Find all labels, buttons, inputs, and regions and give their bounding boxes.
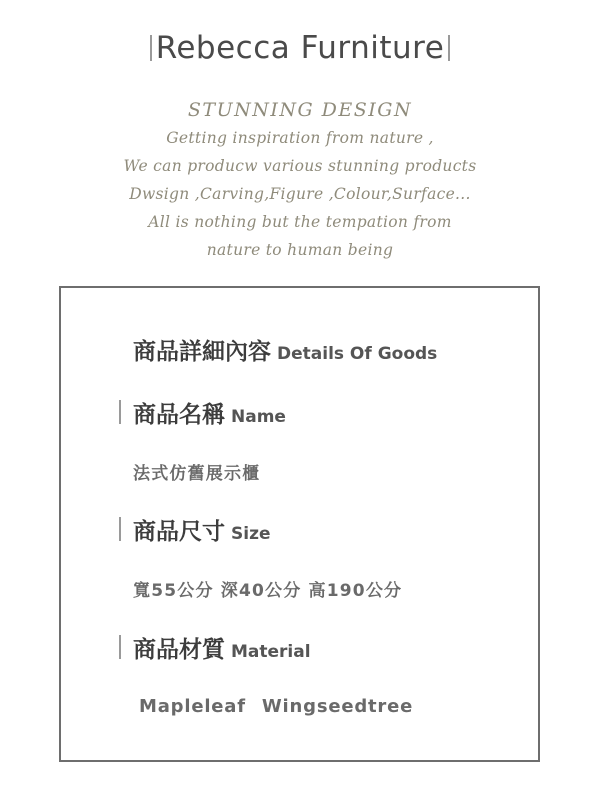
tagline-heading: STUNNING DESIGN xyxy=(187,99,413,121)
brand-right-bar xyxy=(448,35,450,61)
details-box xyxy=(59,286,540,762)
size-section-bar xyxy=(119,517,121,541)
tagline-line: nature to human being xyxy=(206,241,394,259)
brand-left-bar xyxy=(150,35,152,61)
material-heading xyxy=(133,631,600,664)
details-title-en: Details Of Goods xyxy=(277,344,438,364)
brand-title xyxy=(0,30,600,66)
name-label-zh: 商品名稱 xyxy=(133,402,225,428)
material-section-bar xyxy=(119,635,121,659)
brand-name: Rebecca Furniture xyxy=(155,30,445,66)
tagline-line: All is nothing but the tempation from xyxy=(148,213,452,231)
material-value-1: Mapleleaf xyxy=(139,696,246,717)
material-value-2: Wingseedtree xyxy=(261,696,414,717)
name-label-en: Name xyxy=(231,407,286,427)
material-label-en: Material xyxy=(231,642,311,662)
name-heading xyxy=(133,396,600,429)
size-label-en: Size xyxy=(231,524,271,544)
tagline-line: Getting inspiration from nature , xyxy=(166,129,434,147)
size-heading xyxy=(133,513,600,546)
tagline-line: We can producw various stunning products xyxy=(123,157,477,175)
details-title xyxy=(133,333,600,366)
tagline-line: Dwsign ,Carving,Figure ,Colour,Surface... xyxy=(129,185,471,203)
tagline-block xyxy=(0,96,600,264)
material-label-zh: 商品材質 xyxy=(133,637,225,663)
material-value xyxy=(139,696,413,717)
name-section-bar xyxy=(119,400,121,424)
size-label-zh: 商品尺寸 xyxy=(133,519,225,545)
details-title-zh: 商品詳細內容 xyxy=(133,339,271,365)
name-value: 法式仿舊展示櫃 xyxy=(133,464,261,484)
size-value: 寬55公分 深40公分 高190公分 xyxy=(133,581,403,601)
